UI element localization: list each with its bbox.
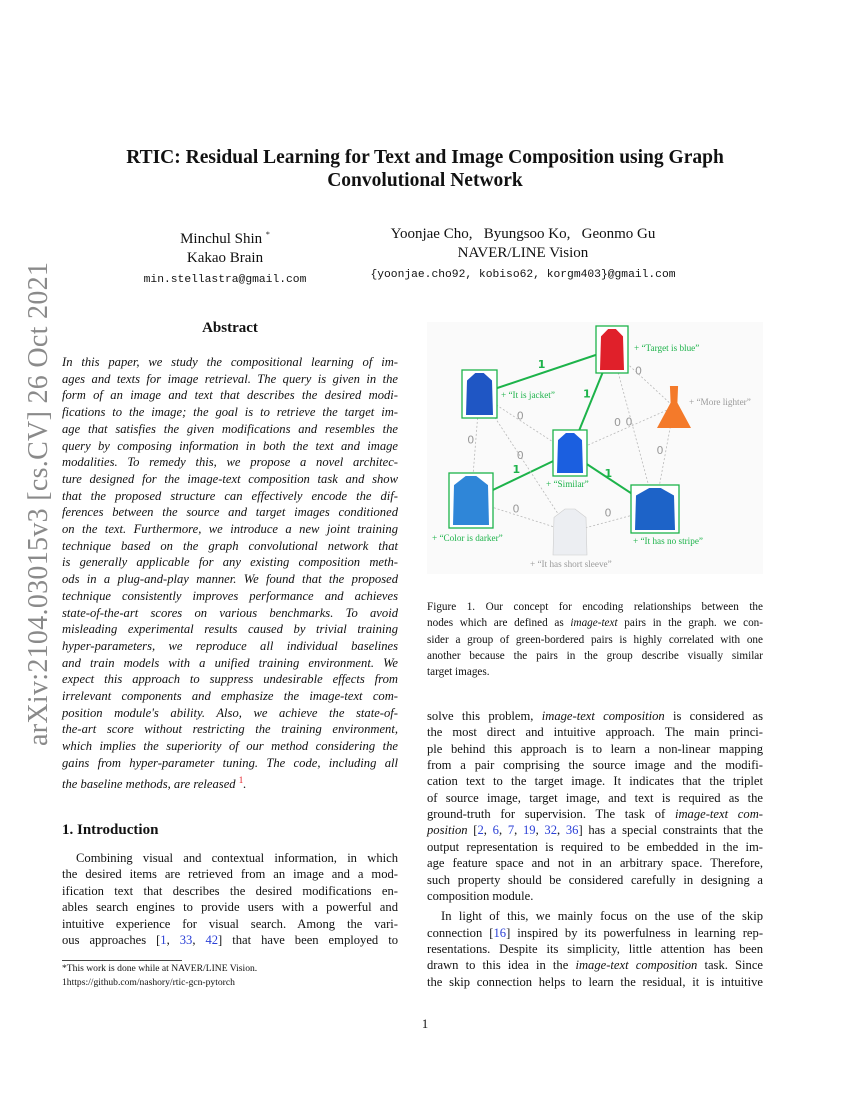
text-line — [427, 958, 763, 972]
text-segment: expect this approach to suppress undesirable effects from — [62, 672, 398, 687]
footnote-1: *This work is done while at NAVER/LINE Vision. — [62, 963, 258, 974]
text-segment: connection [ — [427, 925, 494, 940]
text-segment: hyper-parameters, we reproduce all individual baselines — [62, 638, 398, 653]
text-segment: output representation is required to be embedded in the im- — [427, 839, 763, 854]
text-segment: ages and texts for image retrieval. The query is given in the — [62, 371, 398, 386]
text-segment: modalities. To remedy this, we propose a novel architec- — [62, 455, 398, 470]
text-segment: that the proposed structure can effectively encode the dif- — [62, 488, 398, 503]
text-line — [62, 689, 398, 703]
text-segment: technique consistently improves performance and achieves — [62, 588, 398, 603]
author-affiliation: NAVER/LINE Vision — [457, 245, 589, 261]
edge-weight-label: 0 — [604, 506, 612, 520]
footnote-rule — [62, 960, 182, 961]
node-text-label: + “It is jacket” — [501, 390, 555, 400]
text-segment: task. Since — [697, 958, 763, 973]
text-line — [62, 355, 398, 369]
node-text-label: + “It has short sleeve” — [530, 559, 612, 569]
title-line: RTIC: Residual Learning for Text and Image Composition using Graph — [126, 147, 724, 168]
text-line — [62, 539, 398, 553]
section-heading-introduction: 1. Introduction — [62, 822, 159, 838]
clothing-image — [553, 509, 587, 555]
text-line — [427, 633, 763, 647]
text-line — [62, 706, 398, 720]
text-line — [62, 489, 398, 503]
text-line — [62, 405, 398, 419]
citation-link[interactable]: 19 — [522, 823, 536, 838]
text-line — [62, 422, 398, 436]
edge-weight-label: 0 — [656, 444, 664, 457]
text-segment: on the text. Furthermore, we introduce a new joint training — [62, 522, 398, 536]
text-line — [427, 665, 763, 679]
page-number: 1 — [421, 1017, 429, 1031]
text-line — [62, 672, 398, 686]
citation-link[interactable]: 36 — [565, 823, 579, 838]
author-affiliation: Kakao Brain — [186, 250, 264, 266]
arxiv-identifier-stamp: arXiv:2104.03015v3 [cs.CV] 26 Oct 2021 — [23, 261, 54, 746]
text-segment: gains from hyper-parameter tuning. The code, including all — [62, 755, 398, 770]
text-line — [427, 791, 763, 805]
text-segment: ] inspired by its powerfulness in learning rep- — [506, 925, 764, 940]
citation-link[interactable]: 2 — [477, 823, 484, 838]
text-line — [427, 725, 763, 739]
text-segment: the skip connection helps to learn the residual, it is intuitive — [427, 974, 763, 989]
text-segment: resentations. Despite its simplicity, little attention has been — [427, 941, 763, 956]
text-segment: image-text composition — [541, 709, 665, 723]
text-line — [427, 926, 763, 940]
citation-link[interactable]: 16 — [493, 925, 507, 940]
text-line — [427, 856, 763, 870]
edge-weight-label: 0 — [467, 433, 475, 447]
text-segment: position — [427, 823, 468, 838]
edge-weight-label: 1 — [512, 462, 521, 476]
text-segment: [ — [467, 823, 478, 838]
citation-link[interactable]: 33 — [179, 933, 193, 947]
text-segment: such property should be considered carefully in designing a — [427, 872, 763, 887]
text-segment: , — [514, 823, 523, 838]
text-segment: irrelevant components and emphasize the image-text com- — [62, 689, 398, 703]
text-segment: In this paper, we study the compositional learning of im- — [62, 355, 398, 369]
edge-weight-label: 1 — [537, 357, 546, 371]
text-segment: fications to the image; the goal is to retrieve the target im- — [62, 405, 398, 420]
text-line — [62, 439, 398, 453]
edge-weight-label: 1 — [604, 467, 613, 480]
citation-link[interactable]: 32 — [544, 823, 558, 838]
clothing-image — [466, 373, 493, 415]
citation-link[interactable]: 6 — [492, 823, 499, 838]
title-line: Convolutional Network — [327, 170, 523, 191]
text-segment: the desired items are retrieved from an image and a mod- — [62, 867, 398, 882]
text-segment: ables search engines to provide users with a powerful and — [62, 900, 398, 915]
text-line — [427, 975, 763, 989]
node-text-label: + “Color is darker” — [432, 533, 503, 543]
text-segment: In light of this, we mainly focus on the use of the skip — [441, 909, 763, 924]
text-segment: ple behind this approach is to learn a non-linear mapping — [427, 741, 763, 756]
text-segment: technique based on the graph convolutional network that — [62, 538, 398, 553]
text-segment: ] has a special constraints that the — [578, 823, 764, 838]
edge-weight-label: 0 — [516, 409, 524, 423]
text-segment: image-text composition — [575, 958, 698, 973]
edge-weight-label: 0 — [512, 502, 520, 516]
text-line — [62, 722, 398, 736]
citation-link[interactable]: 42 — [205, 933, 219, 947]
text-segment: pairs in the graph. we con- — [617, 617, 763, 630]
text-line — [62, 455, 398, 469]
citation-link[interactable]: 1 — [160, 933, 167, 947]
text-line — [427, 807, 763, 821]
citation-link[interactable]: 7 — [507, 823, 515, 838]
text-segment: misleading experimental results caused by trivial training — [62, 622, 398, 637]
text-segment: another because the pairs in the group describe visually similar — [427, 649, 763, 662]
text-line — [62, 589, 398, 603]
text-line — [62, 372, 398, 386]
text-line — [427, 742, 763, 756]
text-line — [427, 600, 763, 614]
text-line — [62, 572, 398, 586]
text-segment: age that satisfies the given modifications and resembles the — [62, 421, 398, 436]
text-line — [62, 867, 398, 881]
text-segment: ification text that describes the desired modifications en- — [62, 883, 398, 898]
text-line — [62, 555, 398, 569]
text-line — [62, 472, 398, 486]
text-line — [62, 739, 398, 753]
text-line — [62, 756, 398, 770]
node-text-label: + “It has no stripe” — [633, 536, 703, 546]
text-line — [427, 909, 763, 923]
text-segment: image-text — [570, 617, 618, 630]
text-segment: the most direct and intuitive approach. The main princi- — [427, 725, 763, 740]
text-segment: ground-truth for supervision. The task of — [427, 807, 675, 822]
text-line — [427, 616, 763, 630]
author-email[interactable]: {yoonjae.cho92, kobiso62, korgm403}@gmail.com — [370, 269, 676, 281]
text-line — [62, 900, 398, 914]
text-segment: image-text com- — [674, 807, 763, 822]
text-segment: form of an image and text that describes the desired modi- — [62, 388, 398, 403]
text-line — [62, 639, 398, 653]
text-segment: drawn to this idea in the — [427, 958, 576, 973]
footnote-2[interactable]: 1https://github.com/nashory/rtic-gcn-pytorch — [62, 977, 235, 988]
edge-weight-label: 0 — [614, 416, 621, 429]
citation-link[interactable]: 1 — [238, 774, 244, 785]
edge-weight-label: 0 — [625, 415, 633, 429]
text-segment: . — [243, 776, 247, 791]
text-segment: the-art score without restricting the training environment, — [62, 722, 398, 737]
text-line — [427, 649, 763, 663]
node-text-label: + “Target is blue” — [634, 343, 700, 353]
text-segment: which implies the superiority of our method considering the — [62, 739, 398, 754]
text-line — [427, 823, 763, 837]
text-segment: Combining visual and contextual information, in which — [76, 851, 398, 865]
text-line — [427, 709, 763, 723]
text-segment: state-of-the-art scores on various benchmarks. To avoid — [62, 605, 398, 620]
text-line — [427, 889, 763, 903]
author-name: Yoonjae Cho, Byungsoo Ko, Geonmo Gu — [390, 226, 656, 242]
text-segment: solve this problem, — [427, 709, 542, 723]
edge-weight-label: 0 — [635, 364, 642, 378]
text-line — [62, 505, 398, 519]
clothing-image — [600, 329, 624, 370]
text-segment: , — [498, 823, 508, 838]
author-block-1 — [120, 225, 330, 286]
text-segment: , — [483, 823, 493, 838]
text-segment: query by composing information in both the text and image — [62, 438, 398, 453]
edge-weight-label: 0 — [516, 449, 524, 462]
text-line — [62, 606, 398, 620]
text-segment: sider a group of green-bordered pairs is highly correlated with one — [427, 633, 763, 646]
text-segment: ferences between the source and target images conditioned — [62, 505, 398, 520]
text-line — [62, 917, 398, 931]
text-segment: , — [557, 823, 566, 838]
text-line — [427, 873, 763, 887]
text-segment: target images. — [427, 666, 490, 679]
text-segment: Figure 1. Our concept for encoding relationships between the — [427, 601, 763, 613]
text-segment: age feature space and not in an arbitrary space. Therefore, — [427, 856, 763, 871]
text-segment: the baseline methods, are released — [62, 776, 239, 791]
figure-1-graph — [427, 322, 763, 574]
text-line — [62, 851, 398, 865]
text-segment: ous approaches [ — [62, 933, 161, 947]
text-line — [427, 942, 763, 956]
clothing-image — [557, 433, 583, 473]
text-segment: is considered as — [664, 709, 764, 723]
text-segment: is generally applicable for any existing composition meth- — [62, 555, 398, 570]
text-segment: ] that have been employed to — [218, 933, 398, 947]
text-segment: ture designed for the image-text composition task and show — [62, 471, 398, 486]
text-line — [62, 622, 398, 636]
text-segment: , — [166, 933, 180, 947]
text-line — [427, 774, 763, 788]
text-line — [62, 656, 398, 670]
author-name: Minchul Shin — [180, 231, 263, 247]
text-segment: cation text to the target image. It indicates that the triplet — [427, 774, 763, 789]
paper-title — [60, 146, 790, 192]
text-line — [427, 758, 763, 772]
text-segment: from a pair comprising the source image and the modifi- — [427, 758, 763, 773]
author-block-2 — [340, 225, 706, 281]
text-segment: , — [192, 933, 206, 947]
abstract-heading: Abstract — [202, 320, 258, 336]
text-segment: ods in a plug-and-play manner. We found that the proposed — [62, 572, 398, 587]
text-line — [427, 840, 763, 854]
node-text-label: + “More lighter” — [689, 397, 751, 407]
text-line — [62, 933, 398, 947]
text-line — [62, 773, 398, 791]
author-email[interactable]: min.stellastra@gmail.com — [143, 274, 307, 286]
node-text-label: + “Similar” — [546, 479, 589, 489]
text-line — [62, 522, 398, 536]
clothing-image — [635, 488, 675, 530]
text-segment: of source image, target image, and text is required as the — [427, 790, 763, 805]
text-segment: composition module. — [427, 888, 534, 903]
text-segment: and train models with a unified training environment. We — [62, 655, 398, 670]
author-mark: * — [265, 230, 270, 239]
clothing-image — [453, 476, 489, 525]
text-segment: nodes which are defined as — [427, 617, 571, 630]
text-line — [62, 388, 398, 402]
text-segment: , — [535, 823, 545, 838]
edge-weight-label: 1 — [583, 387, 591, 401]
text-segment: intuitive experience for visual search. Among the vari- — [62, 916, 398, 931]
text-line — [62, 884, 398, 898]
text-segment: position module's ability. Also, we achieve the state-of- — [62, 705, 398, 720]
